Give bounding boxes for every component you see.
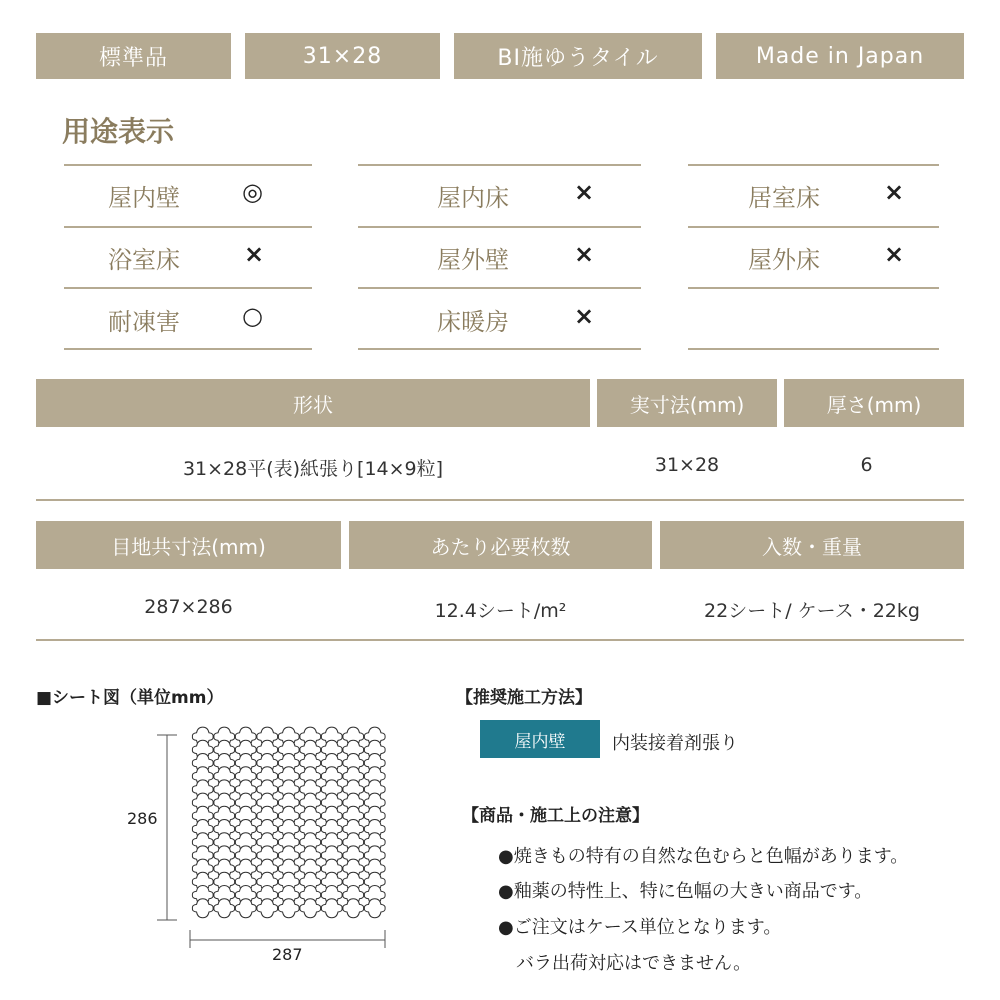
usage-mark: ◎ bbox=[242, 178, 263, 206]
tile bbox=[300, 899, 321, 918]
note-line: バラ出荷対応はできません。 bbox=[516, 953, 752, 974]
spec-header-size: 実寸法(mm) bbox=[597, 379, 777, 427]
sheet-height-label: 286 bbox=[127, 809, 158, 828]
usage-rule bbox=[688, 164, 939, 166]
tag-size: 31×28 bbox=[245, 33, 440, 79]
usage-label: 屋内床 bbox=[437, 184, 509, 212]
method-badge: 屋内壁 bbox=[480, 720, 600, 758]
tag-origin: Made in Japan bbox=[716, 33, 964, 79]
note-line: ●釉薬の特性上、特に色幅の大きい商品です。 bbox=[498, 881, 873, 902]
tile bbox=[257, 899, 278, 918]
usage-label: 床暖房 bbox=[437, 308, 509, 336]
usage-mark: × bbox=[244, 240, 265, 268]
sheet-diagram bbox=[120, 720, 420, 970]
usage-mark: × bbox=[574, 302, 595, 330]
usage-rule bbox=[688, 287, 939, 289]
tile bbox=[235, 899, 256, 918]
usage-label: 屋外壁 bbox=[437, 246, 509, 274]
spec-value-shape: 31×28平(表)紙張り[14×9粒] bbox=[182, 458, 444, 480]
usage-mark: × bbox=[884, 240, 905, 268]
tile bbox=[343, 899, 364, 918]
usage-rule bbox=[64, 287, 312, 289]
usage-rule bbox=[358, 164, 641, 166]
method-text: 内装接着剤張り bbox=[612, 733, 738, 754]
usage-title: 用途表示 bbox=[62, 115, 175, 148]
spec-value-packing: 22シート/ ケース・22kg bbox=[704, 600, 920, 622]
usage-label: 居室床 bbox=[748, 184, 820, 212]
spec-header-count: あたり必要枚数 bbox=[349, 521, 652, 569]
spec-header-joint: 目地共寸法(mm) bbox=[36, 521, 341, 569]
usage-rule bbox=[688, 348, 939, 350]
note-line: ●焼きもの特有の自然な色むらと色幅があります。 bbox=[498, 846, 909, 867]
spec-rule bbox=[36, 639, 964, 641]
usage-mark: ○ bbox=[242, 302, 263, 330]
usage-rule bbox=[64, 226, 312, 228]
tag-type: BI施ゆうタイル bbox=[454, 33, 702, 79]
spec-header-packing: 入数・重量 bbox=[660, 521, 964, 569]
note-line: ●ご注文はケース単位となります。 bbox=[498, 917, 782, 938]
method-title: 【推奨施工方法】 bbox=[456, 688, 592, 708]
notes-title: 【商品・施工上の注意】 bbox=[462, 806, 649, 826]
sheet-width-label: 287 bbox=[272, 945, 303, 964]
spec-value-count: 12.4シート/m² bbox=[434, 600, 567, 622]
usage-label: 浴室床 bbox=[108, 246, 180, 274]
usage-rule bbox=[358, 287, 641, 289]
spec-rule bbox=[36, 499, 964, 501]
usage-rule bbox=[358, 226, 641, 228]
tile bbox=[278, 899, 299, 918]
spec-value-thickness: 6 bbox=[860, 454, 873, 476]
usage-rule bbox=[64, 348, 312, 350]
tile-grid bbox=[192, 727, 385, 918]
tile bbox=[192, 899, 213, 918]
sheet-title: ■シート図（単位mm） bbox=[36, 688, 224, 708]
usage-mark: × bbox=[884, 178, 905, 206]
usage-rule bbox=[688, 226, 939, 228]
usage-mark: × bbox=[574, 240, 595, 268]
tag-standard: 標準品 bbox=[36, 33, 231, 79]
usage-rule bbox=[358, 348, 641, 350]
tile bbox=[364, 899, 385, 918]
spec-value-size: 31×28 bbox=[654, 454, 720, 476]
usage-mark: × bbox=[574, 178, 595, 206]
usage-label: 屋内壁 bbox=[108, 184, 180, 212]
usage-label: 屋外床 bbox=[748, 246, 820, 274]
usage-label: 耐凍害 bbox=[108, 308, 180, 336]
tile bbox=[321, 899, 342, 918]
tile bbox=[214, 899, 235, 918]
spec-header-shape: 形状 bbox=[36, 379, 590, 427]
spec-value-joint: 287×286 bbox=[144, 596, 233, 618]
usage-rule bbox=[64, 164, 312, 166]
spec-header-thickness: 厚さ(mm) bbox=[784, 379, 964, 427]
